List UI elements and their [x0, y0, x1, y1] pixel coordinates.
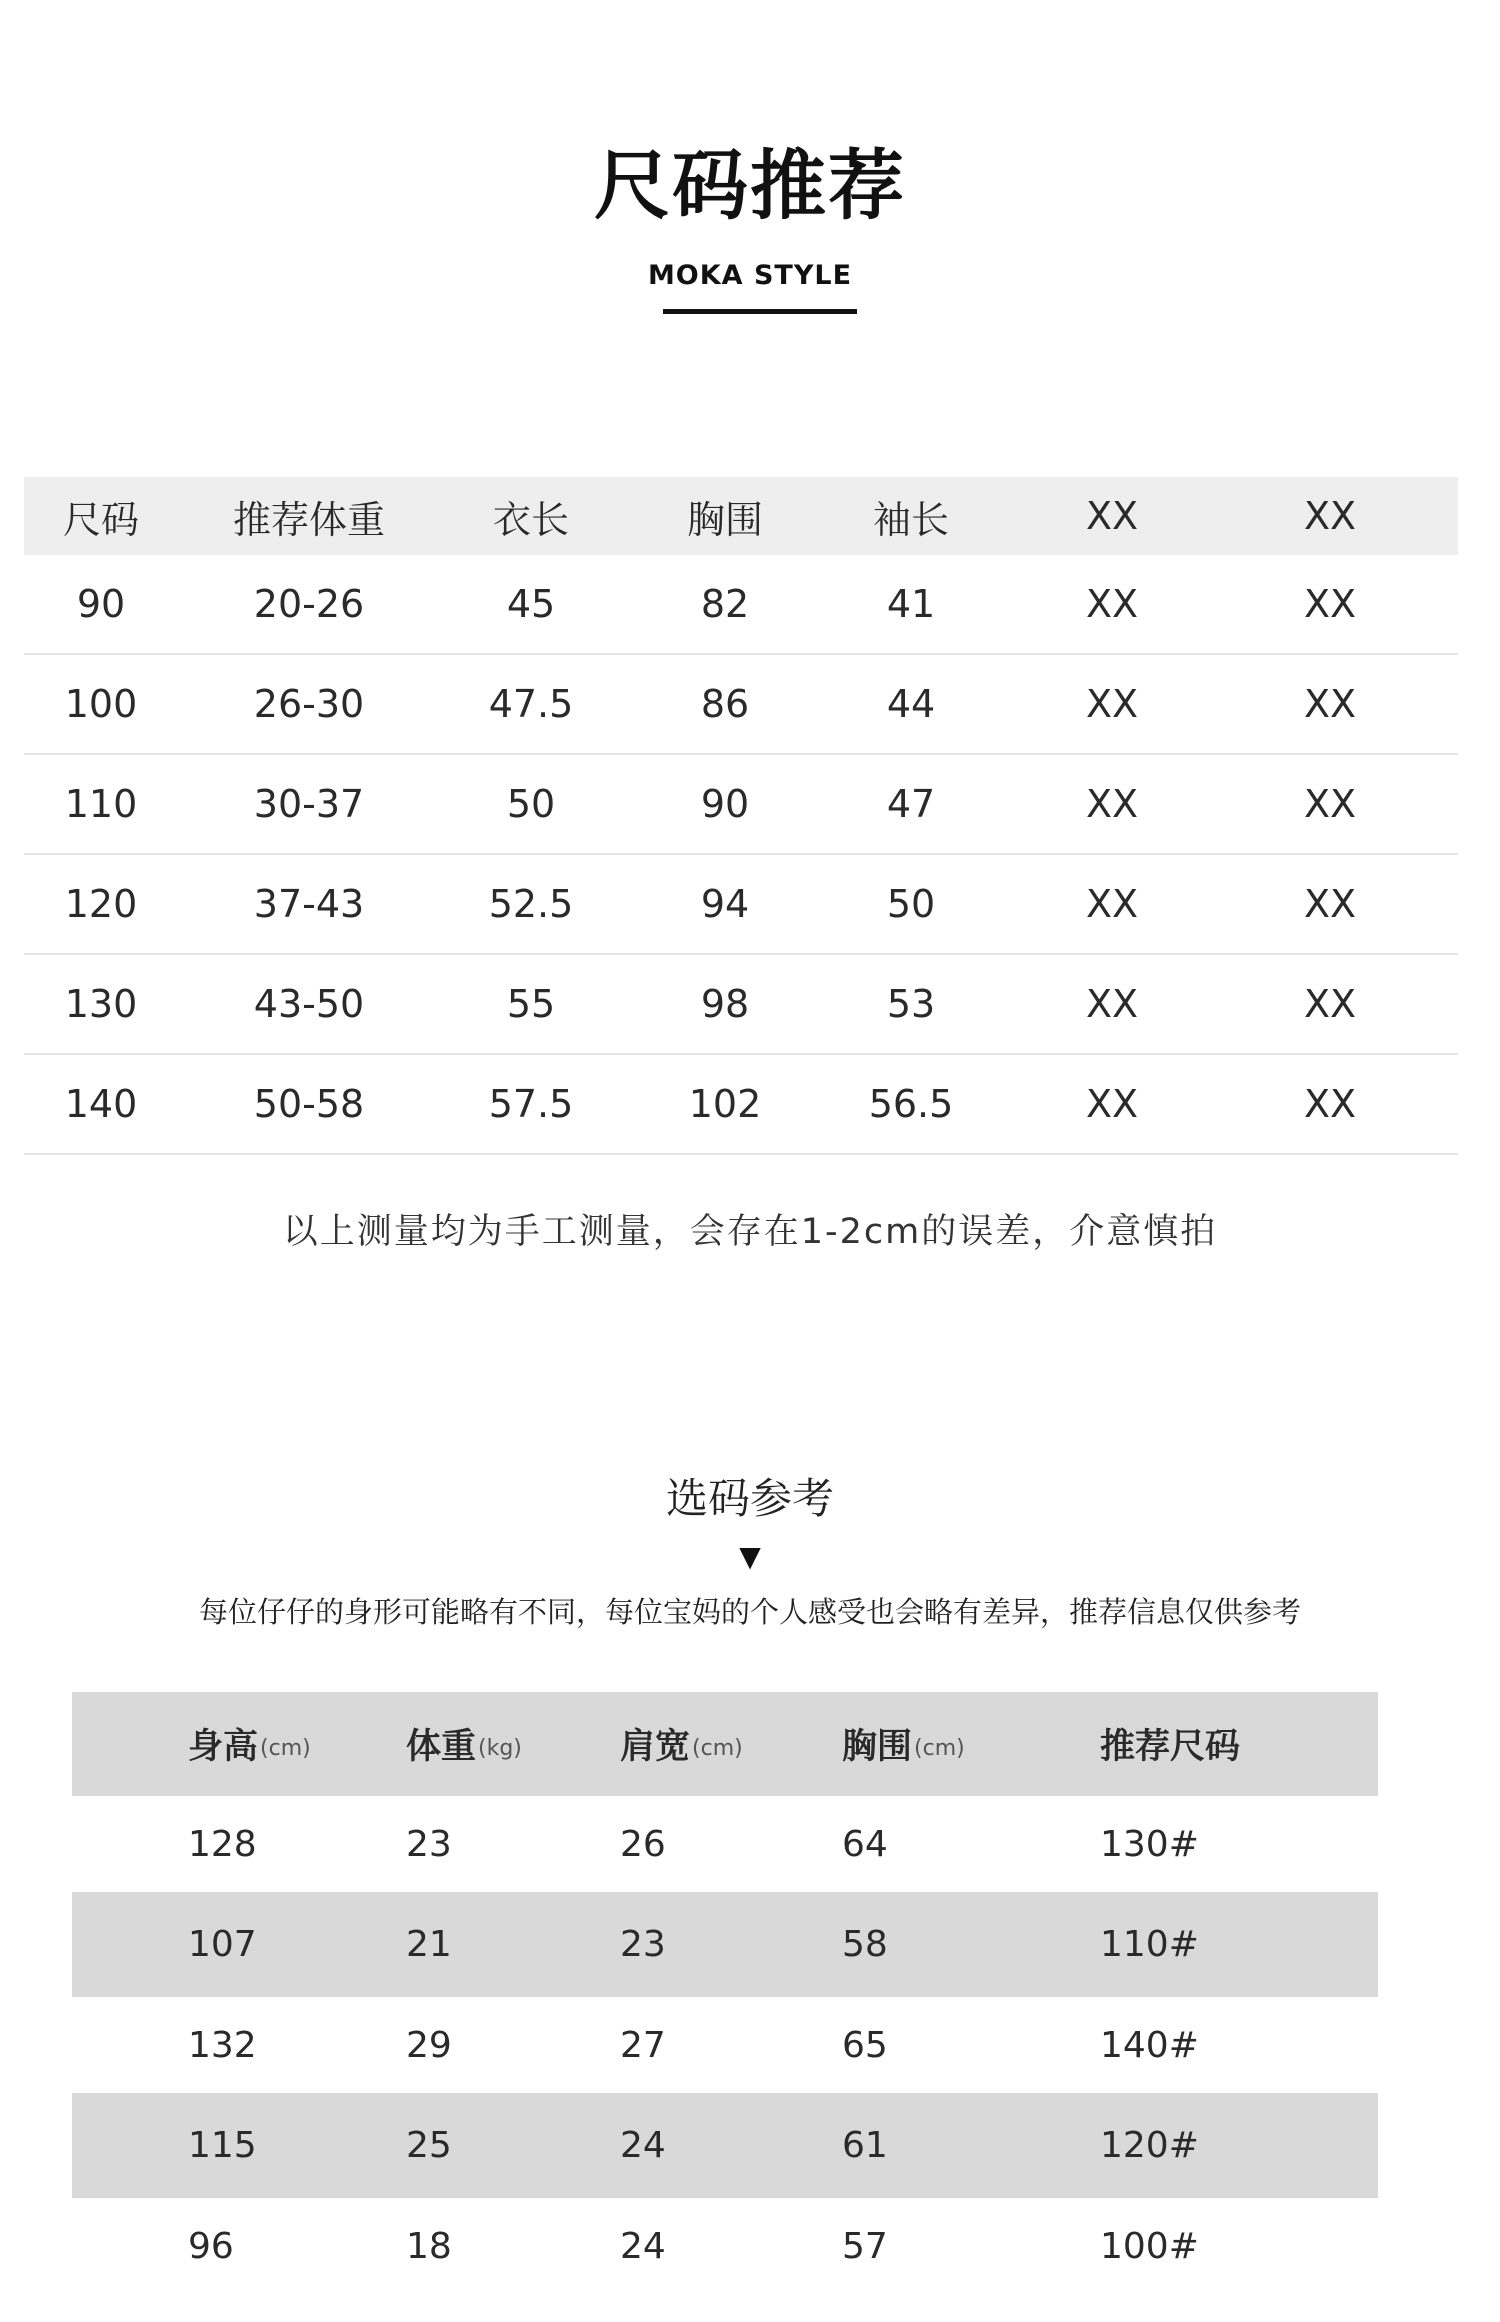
sleeve-column-header: 袖长 — [872, 497, 949, 542]
table-cell: 96 — [188, 2225, 234, 2267]
table-row — [24, 855, 1458, 955]
table-row — [24, 1055, 1458, 1155]
table-cell: 110 — [64, 782, 138, 826]
table-cell: 115 — [188, 2125, 257, 2166]
length-column-header: 衣长 — [492, 497, 569, 542]
table-row — [72, 1997, 1378, 2093]
table-cell: 47 — [886, 782, 936, 826]
table-row — [72, 2198, 1378, 2294]
table-cell: 65 — [842, 2024, 888, 2066]
size-table-header — [24, 477, 1458, 555]
table-cell: 128 — [188, 1823, 257, 1865]
table-row — [72, 1892, 1378, 1997]
xx-column-header: XX — [1303, 494, 1357, 538]
table-cell: 18 — [406, 2225, 452, 2267]
table-cell: XX — [1085, 1082, 1139, 1126]
table-cell: 53 — [886, 982, 936, 1026]
weight-column-header: 体重 (kg) — [406, 1727, 522, 1767]
reference-table-header — [72, 1692, 1378, 1796]
chest-column-header: 胸围 (cm) — [842, 1727, 965, 1767]
table-row — [24, 955, 1458, 1055]
section-title: 选码参考 — [665, 1474, 834, 1523]
table-row — [24, 755, 1458, 855]
table-cell: 20-26 — [253, 582, 365, 626]
table-cell: 55 — [506, 982, 556, 1026]
table-cell: 24 — [620, 2225, 666, 2267]
table-cell: 30-37 — [253, 782, 365, 826]
table-cell: 86 — [700, 682, 750, 726]
table-cell: 64 — [842, 1823, 888, 1865]
table-row — [72, 1796, 1378, 1892]
table-cell: 27 — [620, 2024, 666, 2066]
table-cell: 82 — [700, 582, 750, 626]
table-cell: 102 — [688, 1082, 762, 1126]
table-cell: 57.5 — [488, 1082, 574, 1126]
table-cell: 44 — [886, 682, 936, 726]
table-cell: 98 — [700, 982, 750, 1026]
table-cell: 130# — [1100, 1823, 1199, 1865]
table-row — [24, 655, 1458, 755]
height-column-header: 身高 (cm) — [188, 1727, 311, 1767]
table-cell: 90 — [76, 582, 126, 626]
table-cell: 21 — [406, 1924, 452, 1965]
table-cell: 132 — [188, 2024, 257, 2066]
table-cell: 47.5 — [488, 682, 574, 726]
table-cell: 52.5 — [488, 882, 574, 926]
down-arrow-icon: ▼ — [739, 1540, 761, 1573]
table-cell: XX — [1303, 982, 1357, 1026]
table-cell: 25 — [406, 2125, 452, 2166]
table-cell: 100 — [64, 682, 138, 726]
table-cell: 130 — [64, 982, 138, 1026]
table-cell: XX — [1303, 582, 1357, 626]
table-cell: 140 — [64, 1082, 138, 1126]
table-cell: 37-43 — [253, 882, 365, 926]
chest-column-header: 胸围 — [686, 497, 763, 542]
title-underline — [663, 309, 857, 314]
table-cell: XX — [1085, 682, 1139, 726]
table-cell: XX — [1303, 782, 1357, 826]
table-cell: XX — [1303, 682, 1357, 726]
table-cell: 90 — [700, 782, 750, 826]
table-cell: 120 — [64, 882, 138, 926]
shoulder-column-header: 肩宽 (cm) — [620, 1727, 743, 1767]
table-cell: 50 — [886, 882, 936, 926]
table-cell: XX — [1085, 782, 1139, 826]
table-cell: 57 — [842, 2225, 888, 2267]
table-cell: 23 — [620, 1924, 666, 1965]
brand-subtitle: MOKA STYLE — [647, 260, 853, 291]
table-cell: 43-50 — [253, 982, 365, 1026]
reference-table — [72, 1692, 1378, 2294]
table-cell: 100# — [1100, 2225, 1199, 2267]
table-cell: 50 — [506, 782, 556, 826]
table-cell: 107 — [188, 1924, 257, 1965]
table-cell: 94 — [700, 882, 750, 926]
table-cell: 50-58 — [253, 1082, 365, 1126]
table-cell: 58 — [842, 1924, 888, 1965]
xx-column-header: XX — [1085, 494, 1139, 538]
table-row — [24, 555, 1458, 655]
page-title: 尺码推荐 — [594, 141, 906, 230]
table-cell: 56.5 — [868, 1082, 954, 1126]
table-cell: 41 — [886, 582, 936, 626]
table-row — [72, 2093, 1378, 2198]
section-description: 每位仔仔的身形可能略有不同，每位宝妈的个人感受也会略有差异，推荐信息仅供参考 — [198, 1595, 1301, 1629]
table-cell: XX — [1303, 882, 1357, 926]
size-column-header: 尺码 — [62, 497, 139, 542]
size-table — [24, 477, 1458, 1155]
table-cell: 140# — [1100, 2024, 1199, 2066]
table-cell: 45 — [506, 582, 556, 626]
table-cell: 120# — [1100, 2125, 1199, 2166]
measurement-note: 以上测量均为手工测量，会存在1-2cm的误差，介意慎拍 — [282, 1212, 1218, 1252]
table-cell: XX — [1085, 982, 1139, 1026]
table-cell: 26-30 — [253, 682, 365, 726]
table-cell: XX — [1085, 582, 1139, 626]
recommended-size-column-header: 推荐尺码 — [1100, 1727, 1241, 1767]
table-cell: 61 — [842, 2125, 888, 2166]
table-cell: XX — [1085, 882, 1139, 926]
table-cell: 26 — [620, 1823, 666, 1865]
table-cell: 24 — [620, 2125, 666, 2166]
table-cell: XX — [1303, 1082, 1357, 1126]
table-cell: 110# — [1100, 1924, 1199, 1965]
table-cell: 29 — [406, 2024, 452, 2066]
weight-column-header: 推荐体重 — [232, 497, 385, 542]
table-cell: 23 — [406, 1823, 452, 1865]
